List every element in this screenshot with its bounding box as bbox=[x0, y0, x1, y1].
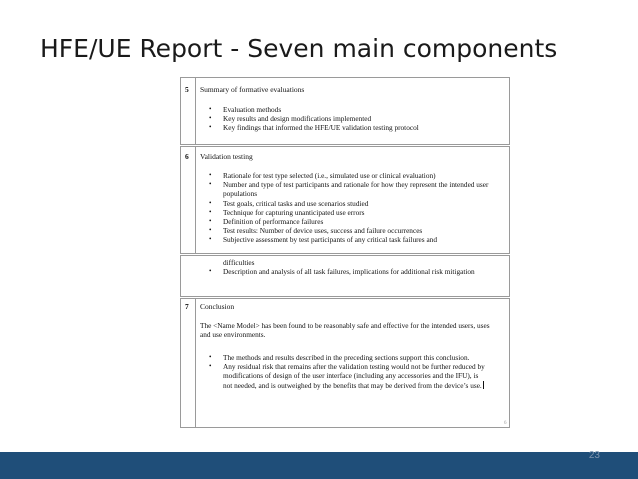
section-number: 6 bbox=[185, 152, 189, 161]
section-5-row bbox=[180, 77, 510, 145]
section-7-row bbox=[180, 298, 510, 428]
list-item: • Key findings that informed the HFE/UE validation testing protocol bbox=[205, 123, 503, 132]
footer-bar bbox=[0, 452, 638, 479]
list-item: • Description and analysis of all task failures, implications for additional risk mitigation bbox=[205, 267, 485, 276]
list-item: • Any residual risk that remains after the validation testing would not be further reduced by modifications of design of the user interface (including any accessories and the IFU), is not needed, and is outweighed by the benefits that may be derived from the device’s use. bbox=[205, 362, 485, 390]
section-number: 7 bbox=[185, 302, 189, 311]
list-item: • Technique for capturing unanticipated use errors bbox=[205, 208, 509, 217]
continued-line: difficulties bbox=[223, 258, 255, 267]
list-item: • Definition of performance failures bbox=[205, 217, 509, 226]
document-page-marker: 6 bbox=[504, 421, 507, 426]
list-item: • Number and type of test participants and rationale for how they represent the intended user populations bbox=[205, 180, 509, 198]
list-item: • Key results and design modifications implemented bbox=[205, 114, 503, 123]
embedded-document-image bbox=[180, 77, 510, 427]
list-item: • Rationale for test type selected (i.e., simulated use or clinical evaluation) bbox=[205, 171, 509, 180]
list-item: • Test results: Number of device uses, success and failure occurrences bbox=[205, 226, 509, 235]
list-item: • Subjective assessment by test participants of any critical task failures and bbox=[205, 235, 509, 244]
list-item: • The methods and results described in the preceding sections support this conclusion. bbox=[205, 353, 485, 362]
section-heading: Summary of formative evaluations bbox=[200, 85, 305, 94]
text-cursor bbox=[483, 381, 484, 389]
section-heading: Conclusion bbox=[200, 302, 235, 311]
section-6-bullets bbox=[205, 171, 509, 245]
section-number: 5 bbox=[185, 85, 189, 94]
section-6-row bbox=[180, 146, 510, 254]
list-item: • Evaluation methods bbox=[205, 105, 503, 114]
section-6-continuation bbox=[180, 255, 510, 297]
conclusion-paragraph: The <Name Model> has been found to be reasonably safe and effective for the intended users, uses and use environments. bbox=[200, 321, 490, 340]
section-5-bullets bbox=[205, 105, 503, 133]
section-heading: Validation testing bbox=[200, 152, 253, 161]
slide-title: HFE/UE Report - Seven main components bbox=[40, 34, 558, 63]
slide-number: 23 bbox=[588, 450, 600, 461]
list-item: • Test goals, critical tasks and use scenarios studied bbox=[205, 199, 509, 208]
section-7-bullets bbox=[205, 353, 485, 390]
section-6-extra-bullets bbox=[205, 267, 485, 276]
